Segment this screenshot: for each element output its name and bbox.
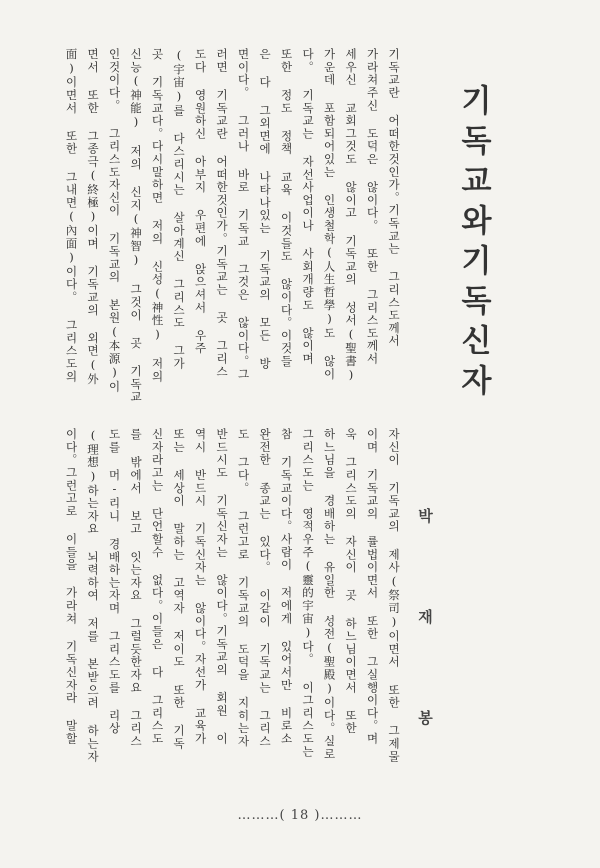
text-column: 자신이 기독교의 제사(祭司)이면서 또한 그제물 xyxy=(387,428,401,763)
text-column: 참 기독교이다。사람이 저에게 있어서만 비로소 xyxy=(279,428,294,746)
article-title: 기독교와기독신자 xyxy=(455,84,491,404)
text-column: 도다 영원하신 아부지 우편에 앉으셔서 우주 xyxy=(193,48,208,355)
text-column: 面)이면서 또한 그내면(內面)이다。 그리스도의 xyxy=(64,48,79,383)
text-column: 기독교란 어떠한것인가。기독교는 그리스도께서 xyxy=(387,48,401,348)
page-number: ………( 18 )……… xyxy=(237,808,363,823)
text-column: 도를 머-리니 경배하는자며 그리스도를 리상 xyxy=(107,428,122,735)
text-column: 욱 그리스도의 자신이 곳 하느님이면서 또한 xyxy=(344,428,358,735)
text-column: 도 그다。 그런고로 기독교의 도덕을 지히는자 xyxy=(236,428,251,748)
text-column: 면서 또한 그종극(終極)이며 기독교의 외면(外 xyxy=(86,48,100,386)
text-column: (宇宙)를 다스리시는 살아계신 그리스도 그가 xyxy=(172,48,186,371)
body-text-bottom xyxy=(60,428,404,780)
text-column: 신능(神能) 저의 신지(神智) 그것이 곳 기독교 xyxy=(129,48,143,404)
text-column: 역시 반드시 기독신자는 않이다。자선가 교육가 xyxy=(193,428,208,746)
text-column: 다。 기독교는 자선사업이나 사회개량도 않이며 xyxy=(301,48,315,366)
text-column: (理想)하는자요 뇌력하여 저를 본받으려 하는자 xyxy=(86,428,100,763)
text-column: 또한 정도 정책 교육 이것들도 않이다。이것들 xyxy=(279,48,294,368)
author-name: 박 재 봉 xyxy=(416,508,434,759)
text-column: 하느님을 경배하는 유일한 성전(聖殿)이다。실로 xyxy=(322,428,337,761)
text-column: 은 다 그외면에 나타나있는 기독교의 모든 방 xyxy=(258,48,272,371)
text-column: 인것이다。 그리스도자신이 기독교의 본원(本源)이 xyxy=(107,48,122,394)
text-column: 또는 세상이 말하는 고역자 저이도 또한 기독 xyxy=(172,428,186,751)
text-column: 반드시도 기독신자는 않이다。기독교의 회원 이 xyxy=(215,428,229,746)
text-column: 가라쳐주신 도덕은 않이다。 또한 그리스도께서 xyxy=(365,48,380,366)
text-column: 세우신 교회그것도 않이고 기독교의 성서(聖書) xyxy=(344,48,358,383)
text-column: 이며 기독교의 률법이면서 또한 그실행이다。며 xyxy=(365,428,380,746)
text-column: 면이다。 그러나 바로 기독교 그것은 않이다。그 xyxy=(236,48,251,381)
text-column: 그리스도는 영적우주(靈的宇宙)다。 이그리스도는 xyxy=(301,428,315,758)
text-column: 완전한 종교는 있다。 이같이 기독교는 그리스 xyxy=(258,428,272,748)
text-column: 신자라고는 단언할수 없다。이들은 다 그리스도 xyxy=(150,428,165,746)
text-column: 곳 기독교다。다시말하면 저의 신성(神性) 저의 xyxy=(150,48,165,383)
text-column: 가운데 포함되어있는 인생철학(人生哲學)도 않이 xyxy=(322,48,337,381)
text-column: 이다。그런고로 이들을 가라쳐 기독신자라 말할 xyxy=(64,428,79,746)
text-column: 를 밖에서 보고 잇는자요 그럴듯한자요 그리스 xyxy=(129,428,143,748)
body-text-top xyxy=(60,48,404,413)
text-column: 러면 기독교란 어떠한것인가。기독교는 곳 그리스 xyxy=(215,48,229,378)
